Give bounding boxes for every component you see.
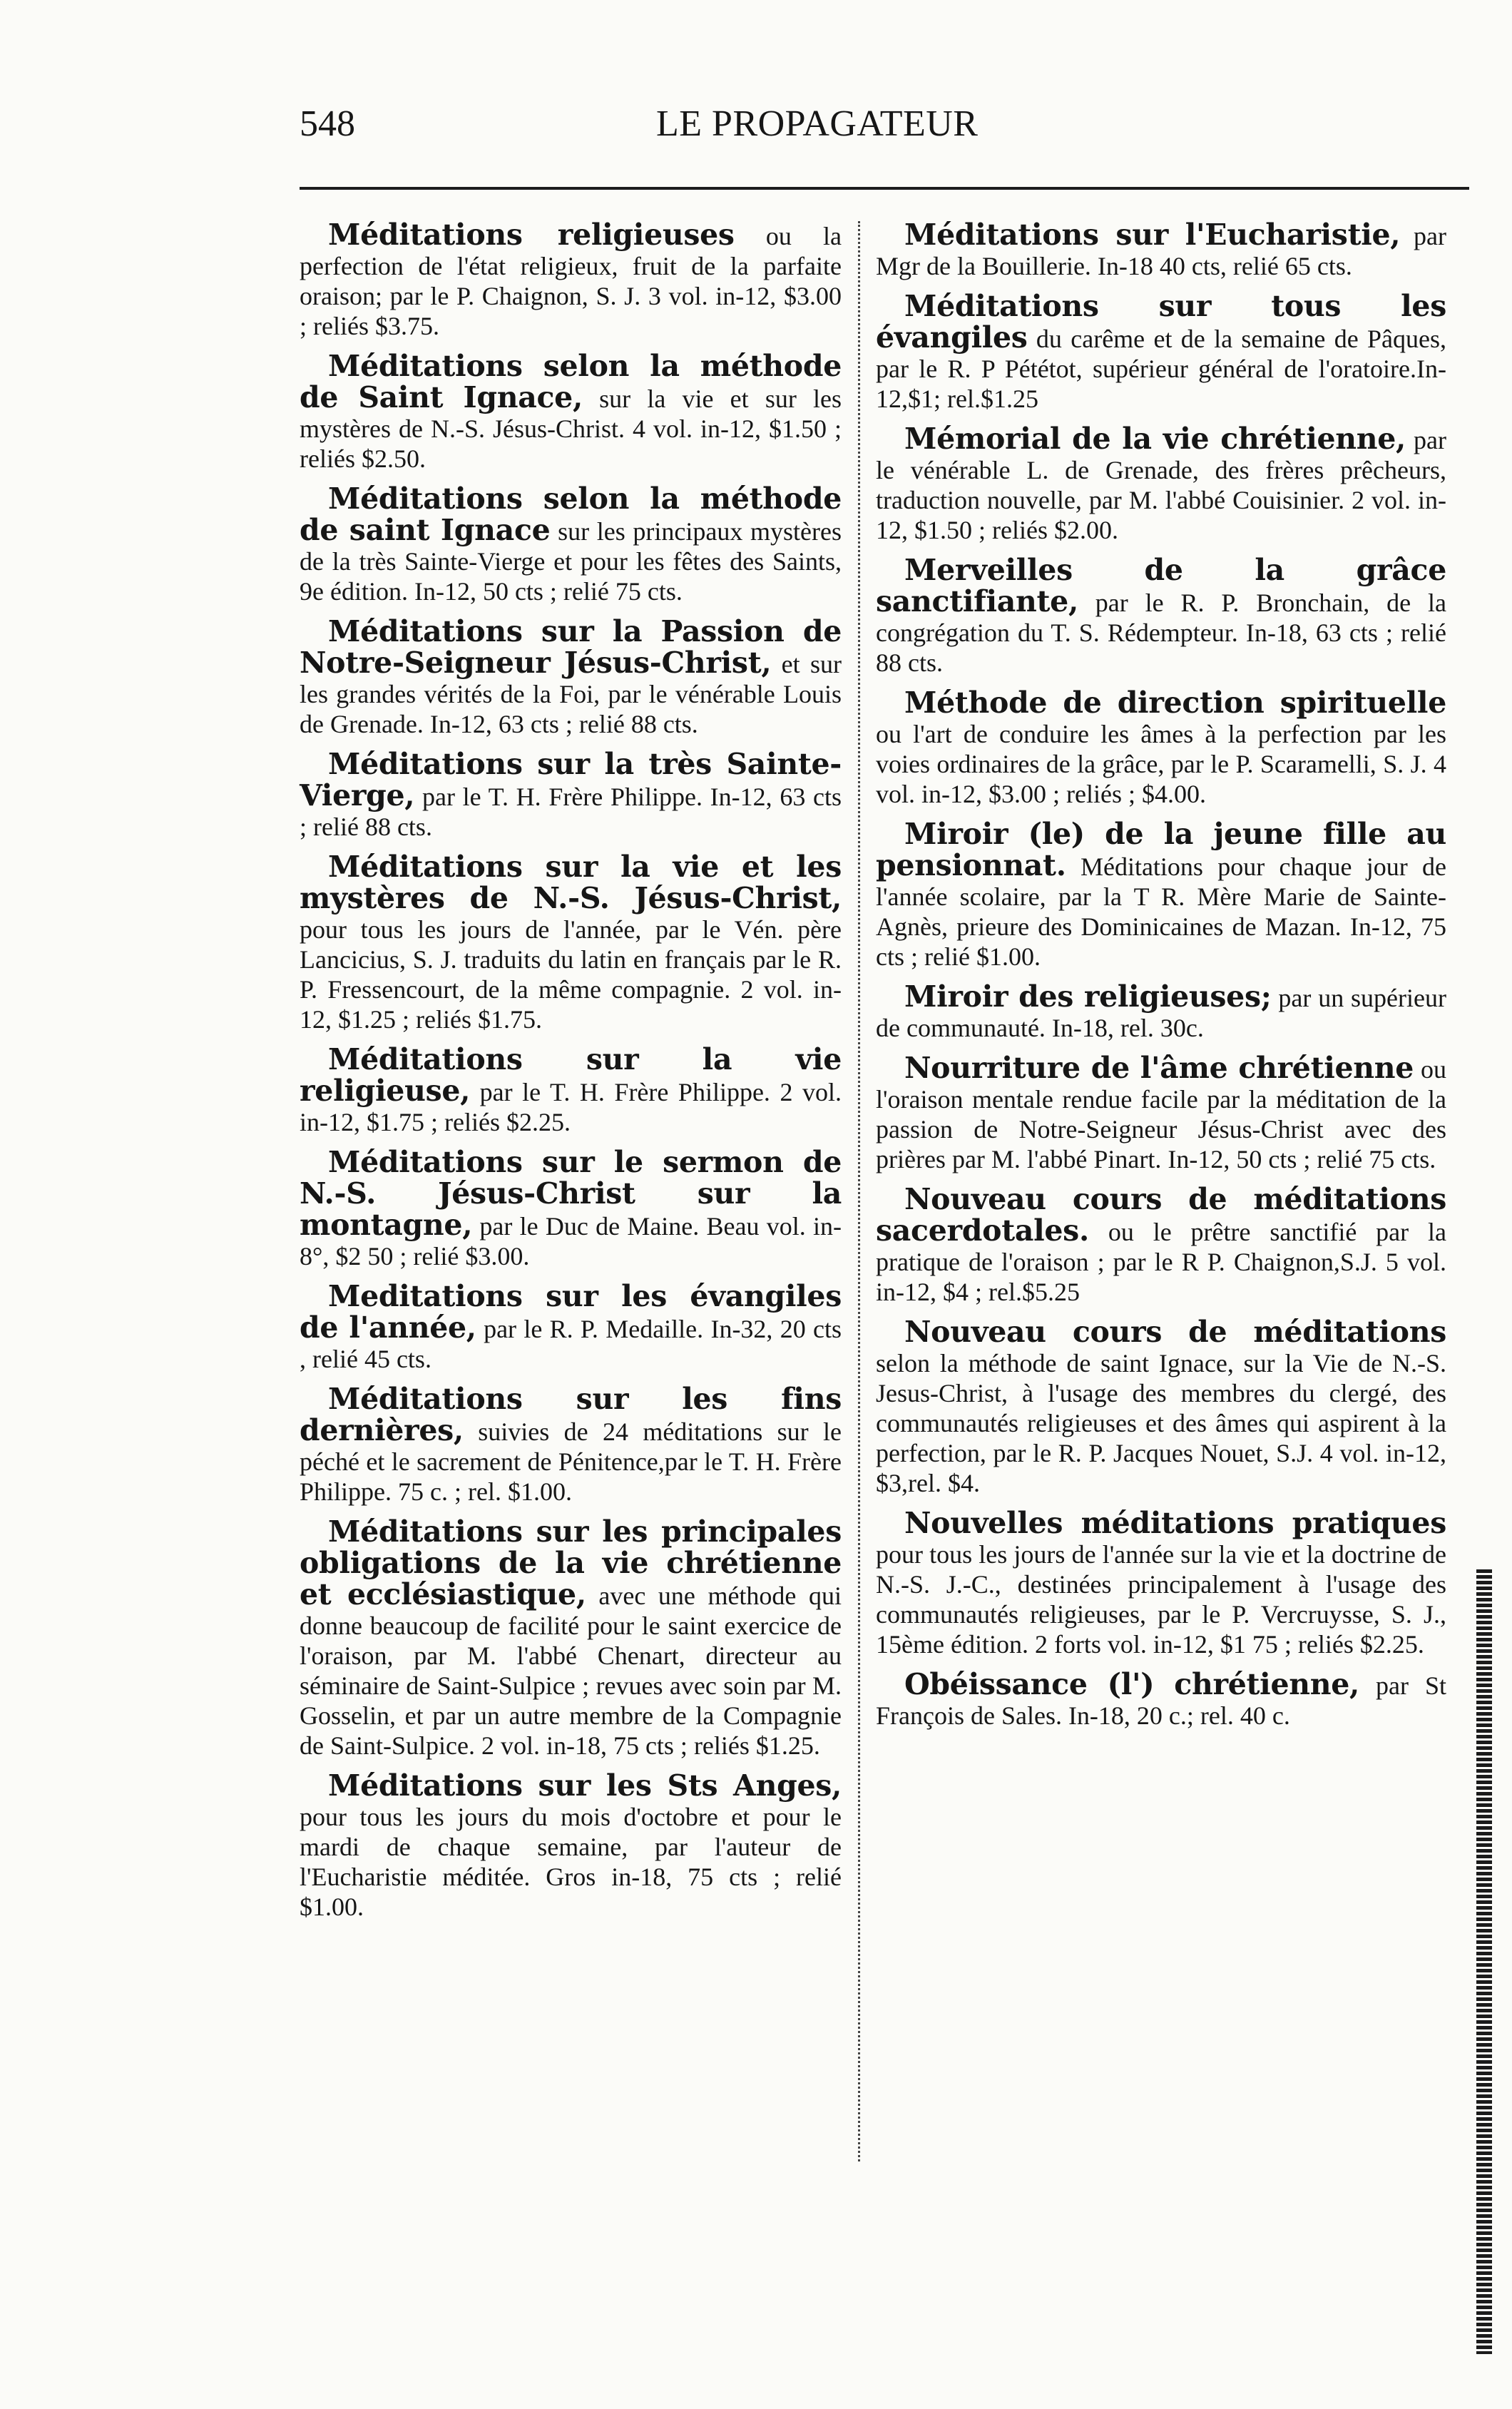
- entry-title: Méthode de direction spirituelle: [904, 686, 1446, 720]
- entry-title: Méditations sur la Passion de Notre-Seigneur Jésus-Christ,: [300, 614, 842, 680]
- catalog-entry: [876, 688, 1446, 809]
- left-column: [300, 220, 842, 1932]
- entry-title: Mémorial de la vie chrétienne,: [904, 422, 1406, 456]
- page-edge-mark: [1476, 1569, 1492, 2354]
- catalog-entry: [300, 1384, 842, 1507]
- entry-description: ou l'oraison mentale rendue facile par la méditation de la passion de Notre-Seigneur Jésus-Christ avec des prières par M. l'abbé Pinart. In-12, 50 cts ; relié 75 cts.: [876, 1055, 1447, 1173]
- catalog-entry: [300, 1281, 842, 1374]
- entry-title: Méditations sur la vie religieuse,: [300, 1042, 842, 1108]
- entry-description: sur les principaux mystères de la très Sainte-Vierge et pour les fêtes des Saints, 9e édition. In-12, 50 cts ; relié 75 cts.: [300, 517, 842, 606]
- entry-title: Miroir (le) de la jeune fille au pensionnat.: [876, 817, 1446, 882]
- entry-description: pour tous les jours de l'année, par le Vén. père Lancicius, S. J. traduits du latin en français par le R. P. Fressencourt, de la même compagnie. 2 vol. in-12, $1.25 ; reliés $1.75.: [300, 915, 842, 1034]
- entry-description: par le T. H. Frère Philippe. In-12, 63 cts ; relié 88 cts.: [300, 783, 842, 841]
- entry-title: Méditations sur le sermon de N.-S. Jésus-Christ sur la montagne,: [300, 1145, 842, 1242]
- entry-description: ou la perfection de l'état religieux, fruit de la parfaite oraison; par le P. Chaignon, S. J. 3 vol. in-12, $3.00 ; reliés $3.75.: [300, 222, 842, 340]
- catalog-entry: [876, 220, 1446, 281]
- catalog-entry: [876, 291, 1446, 414]
- entry-description: suivies de 24 méditations sur le péché et le sacrement de Pénitence,par le T. H. Frère Philippe. 75 c. ; rel. $1.00.: [300, 1417, 842, 1506]
- entry-description: pour tous les jours de l'année sur la vie et la doctrine de N.-S. J.-C., destinées principalement à l'usage des communautés religieuses, par le P. Vercruysse, S. J., 15ème édition. 2 forts vol. in-12, $1 75 ; reliés $2.25.: [876, 1540, 1446, 1659]
- entry-title: Obéissance (l') chrétienne,: [904, 1667, 1360, 1701]
- entry-description: ou l'art de conduire les âmes à la perfection par les voies ordinaires de la grâce, par le P. Scaramelli, S. J. 4 vol. in-12, $3.00 ; reliés ; $4.00.: [876, 720, 1446, 808]
- entry-description: par St François de Sales. In-18, 20 c.; rel. 40 c.: [876, 1671, 1446, 1730]
- entry-description: du carême et de la semaine de Pâques, par le R. P Pététot, supérieur général de l'oratoire.In-12,$1; rel.$1.25: [876, 325, 1446, 413]
- catalog-entry: [876, 979, 1446, 1043]
- entry-description: par un supérieur de communauté. In-18, rel. 30c.: [876, 984, 1446, 1042]
- entry-title: Méditations sur la vie et les mystères de N.-S. Jésus-Christ,: [300, 850, 842, 915]
- entry-description: par le Duc de Maine. Beau vol. in-8°, $2 50 ; relié $3.00.: [300, 1212, 842, 1270]
- entry-description: par Mgr de la Bouillerie. In-18 40 cts, relié 65 cts.: [876, 222, 1447, 280]
- entry-title: Nouveau cours de méditations: [904, 1315, 1446, 1349]
- entry-title: Miroir des religieuses;: [904, 979, 1272, 1014]
- entry-description: avec une méthode qui donne beaucoup de facilité pour le saint exercice de l'oraison, par M. l'abbé Chenart, directeur au séminaire de Saint-Sulpice ; revues avec soin par M. Gosselin, et par un autre membre de la Compagnie de Saint-Sulpice. 2 vol. in-18, 75 cts ; reliés $1.25.: [300, 1582, 842, 1760]
- entry-title: Merveilles de la grâce sanctifiante,: [876, 553, 1446, 618]
- entry-title: Méditations sur tous les évangiles: [876, 289, 1446, 355]
- catalog-entry: [300, 749, 842, 842]
- catalog-entry: [876, 1184, 1446, 1307]
- catalog-entry: [300, 1514, 842, 1761]
- entry-title: Nouvelles méditations pratiques: [904, 1506, 1446, 1540]
- column-divider: [858, 221, 860, 2161]
- catalog-entry: [876, 424, 1446, 545]
- entry-title: Méditations selon la méthode de Saint Ignace,: [300, 349, 842, 414]
- entry-description: ou le prêtre sanctifié par la pratique de l'oraison ; par le R P. Chaignon,S.J. 5 vol. in-12, $4 ; rel.$5.25: [876, 1218, 1446, 1306]
- catalog-entry: [876, 555, 1446, 678]
- entry-description: selon la méthode de saint Ignace, sur la Vie de N.-S. Jesus-Christ, à l'usage des membres du clergé, des communautés religieuses et des âmes qui aspirent à la perfection, par le R. P. Jacques Nouet, S.J. 4 vol. in-12, $3,rel. $4.: [876, 1349, 1446, 1497]
- entry-description: pour tous les jours du mois d'octobre et pour le mardi de chaque semaine, par l'auteur de l'Eucharistie méditée. Gros in-18, 75 cts ; relié $1.00.: [300, 1803, 842, 1921]
- catalog-entry: [300, 220, 842, 341]
- running-title: LE PROPAGATEUR: [656, 103, 979, 144]
- entry-description: par le R. P. Bronchain, de la congrégation du T. S. Rédempteur. In-18, 63 cts ; relié 88 cts.: [876, 589, 1446, 677]
- catalog-entry: [300, 1147, 842, 1271]
- catalog-entry: [300, 351, 842, 474]
- entry-description: sur la vie et sur les mystères de N.-S. Jésus-Christ. 4 vol. in-12, $1.50 ; reliés $2.50.: [300, 384, 842, 473]
- entry-title: Méditations selon la méthode de saint Ignace: [300, 482, 842, 547]
- catalog-entry: [300, 852, 842, 1034]
- catalog-entry: [300, 484, 842, 606]
- entry-title: Méditations sur la très Sainte-Vierge,: [300, 747, 842, 813]
- entry-title: Méditations sur l'Eucharistie,: [904, 218, 1401, 252]
- entry-title: Méditations religieuses: [328, 218, 735, 252]
- entry-title: Méditations sur les principales obligations de la vie chrétienne et ecclésiastique,: [300, 1514, 842, 1611]
- page-number: 548: [300, 103, 355, 144]
- catalog-entry: [876, 819, 1446, 972]
- entry-title: Méditations sur les Sts Anges,: [328, 1768, 842, 1803]
- header-rule: [300, 187, 1469, 190]
- entry-title: Meditations sur les évangiles de l'année,: [300, 1279, 842, 1345]
- entry-description: par le T. H. Frère Philippe. 2 vol. in-12, $1.75 ; reliés $2.25.: [300, 1078, 842, 1136]
- catalog-entry: [876, 1669, 1446, 1731]
- catalog-entry: [300, 1044, 842, 1137]
- catalog-entry: [876, 1053, 1446, 1174]
- catalog-entry: [876, 1508, 1446, 1659]
- catalog-entry: [876, 1317, 1446, 1498]
- entry-title: Nourriture de l'âme chrétienne: [904, 1051, 1414, 1085]
- entry-title: Nouveau cours de méditations sacerdotales.: [876, 1182, 1446, 1248]
- catalog-entry: [300, 616, 842, 739]
- right-column: [876, 220, 1446, 1741]
- entry-description: Méditations pour chaque jour de l'année scolaire, par la T R. Mère Marie de Sainte-Agnès, prieure des Dominicaines de Mazan. In-12, 75 cts ; relié $1.00.: [876, 852, 1446, 971]
- catalog-entry: [300, 1768, 842, 1922]
- entry-description: et sur les grandes vérités de la Foi, par le vénérable Louis de Grenade. In-12, 63 cts ; relié 88 cts.: [300, 650, 842, 738]
- entry-description: par le R. P. Medaille. In-32, 20 cts , relié 45 cts.: [300, 1315, 842, 1373]
- entry-title: Méditations sur les fins dernières,: [300, 1382, 842, 1447]
- entry-description: par le vénérable L. de Grenade, des frères prêcheurs, traduction nouvelle, par M. l'abbé Couisinier. 2 vol. in-12, $1.50 ; reliés $2.00.: [876, 426, 1446, 544]
